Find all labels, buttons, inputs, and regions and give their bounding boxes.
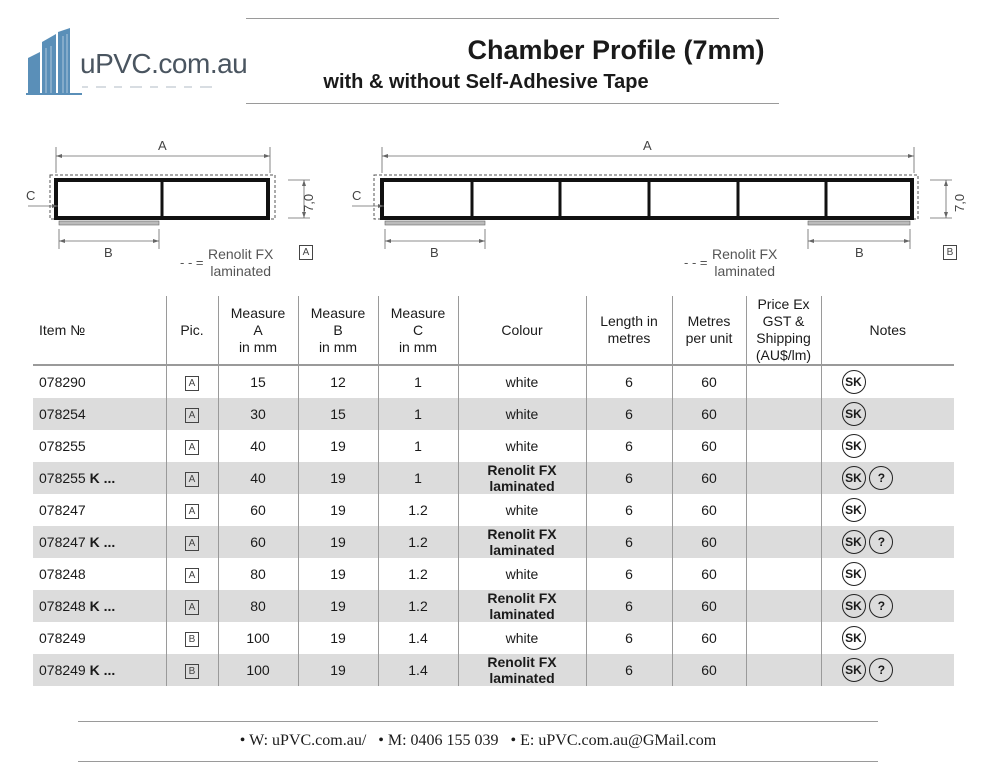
header-c-line3: in mm: [398, 338, 438, 355]
cell-metres: 60: [672, 654, 746, 686]
cell-metres: 60: [672, 462, 746, 494]
cell-pic: [166, 494, 218, 526]
question-icon[interactable]: ?: [869, 466, 893, 490]
table-row: [33, 526, 954, 558]
legend-renolit: [208, 246, 273, 280]
table-row: [33, 654, 954, 686]
header-price-line2: GST &: [762, 313, 805, 329]
sk-badge[interactable]: SK: [842, 402, 866, 426]
cell-price: [746, 590, 821, 622]
header-metres: [672, 296, 746, 365]
cell-colour: white: [458, 398, 586, 430]
header-met-line1: Metres: [687, 313, 731, 329]
cell-price: [746, 654, 821, 686]
cell-measure-b: 19: [298, 590, 378, 622]
item-suffix: K ...: [89, 470, 116, 486]
cell-measure-c: 1.2: [378, 526, 458, 558]
legend-line2: laminated: [210, 263, 272, 279]
cell-measure-a: 60: [218, 494, 298, 526]
cell-length: 6: [586, 590, 672, 622]
cell-notes: [821, 622, 954, 654]
question-icon[interactable]: ?: [869, 594, 893, 618]
legend-renolit-b: [712, 246, 777, 280]
sk-badge[interactable]: SK: [842, 562, 866, 586]
cell-colour: white: [458, 494, 586, 526]
item-number: 078254: [39, 406, 86, 422]
header-price-line3: Shipping: [756, 330, 811, 346]
cell-pic: [166, 462, 218, 494]
cell-metres: 60: [672, 365, 746, 398]
item-suffix: K ...: [89, 662, 116, 678]
sk-badge[interactable]: SK: [842, 370, 866, 394]
cell-item: [33, 430, 166, 462]
cell-notes: [821, 430, 954, 462]
logo-text: uPVC.com.au: [80, 48, 248, 79]
item-number: 078290: [39, 374, 86, 390]
cell-measure-b: 19: [298, 494, 378, 526]
colour-line1: Renolit FX: [487, 526, 557, 542]
cell-length: 6: [586, 398, 672, 430]
footer-email[interactable]: • E: uPVC.com.au@GMail.com: [510, 732, 717, 749]
cell-price: [746, 462, 821, 494]
logo-underline: [82, 82, 222, 94]
cell-measure-a: 40: [218, 430, 298, 462]
cell-measure-c: 1.4: [378, 654, 458, 686]
cell-measure-a: 60: [218, 526, 298, 558]
header-b-line3: in mm: [318, 338, 358, 355]
footer-contacts: [78, 732, 878, 750]
cell-notes: [821, 365, 954, 398]
dim-label-b: B: [104, 245, 113, 260]
table-row: [33, 398, 954, 430]
cell-measure-c: 1.4: [378, 622, 458, 654]
question-icon[interactable]: ?: [869, 530, 893, 554]
item-number: 078255: [39, 438, 86, 454]
cell-item: [33, 654, 166, 686]
cell-pic: [166, 654, 218, 686]
title-bottom-rule: [246, 103, 779, 104]
colour-line2: laminated: [489, 542, 555, 558]
header-met-line2: per unit: [685, 330, 733, 346]
header-c-line2: C: [412, 321, 424, 338]
cell-measure-c: 1.2: [378, 494, 458, 526]
cell-metres: 60: [672, 398, 746, 430]
header-price: [746, 296, 821, 365]
pic-tag: A: [185, 408, 199, 423]
item-number: 078255: [39, 470, 90, 486]
cell-price: [746, 526, 821, 558]
cell-metres: 60: [672, 622, 746, 654]
cell-length: 6: [586, 558, 672, 590]
cell-item: [33, 398, 166, 430]
footer-top-rule: [78, 721, 878, 722]
cell-length: 6: [586, 526, 672, 558]
cell-colour: white: [458, 622, 586, 654]
cell-metres: 60: [672, 430, 746, 462]
diagram-tag-b: B: [943, 245, 957, 260]
cell-measure-c: 1: [378, 398, 458, 430]
header-b-line2: B: [333, 321, 343, 338]
header-price-line1: Price Ex: [757, 296, 810, 312]
cell-item: [33, 590, 166, 622]
legend-line1-b: Renolit FX: [712, 246, 778, 262]
product-table: [33, 296, 954, 686]
table-row: [33, 494, 954, 526]
item-number: 078249: [39, 630, 86, 646]
cell-price: [746, 622, 821, 654]
cell-price: [746, 558, 821, 590]
cell-measure-b: 19: [298, 622, 378, 654]
item-number: 078247: [39, 534, 90, 550]
item-number: 078248: [39, 598, 90, 614]
cell-price: [746, 398, 821, 430]
cell-notes: [821, 558, 954, 590]
cell-colour: white: [458, 430, 586, 462]
colour-line2: laminated: [489, 670, 555, 686]
cell-notes: [821, 398, 954, 430]
cell-metres: 60: [672, 494, 746, 526]
cell-notes: [821, 462, 954, 494]
cell-length: 6: [586, 462, 672, 494]
header-a-line2: A: [253, 321, 263, 338]
table-row: [33, 590, 954, 622]
cell-metres: 60: [672, 526, 746, 558]
cell-measure-b: 15: [298, 398, 378, 430]
pic-tag: A: [185, 504, 199, 519]
sk-badge[interactable]: SK: [842, 626, 866, 650]
item-number: 078247: [39, 502, 86, 518]
page-title: Chamber Profile (7mm): [467, 35, 765, 65]
cell-measure-a: 80: [218, 558, 298, 590]
footer-web[interactable]: • W: uPVC.com.au/: [239, 732, 367, 749]
colour-line2: laminated: [489, 478, 555, 494]
cell-metres: 60: [672, 590, 746, 622]
cell-measure-b: 19: [298, 654, 378, 686]
diagram-tag-a: A: [299, 245, 313, 260]
dim-label-a: A: [158, 138, 167, 153]
cell-pic: [166, 558, 218, 590]
legend-eq-b: - - =: [684, 255, 708, 270]
logo-icon: [26, 28, 84, 96]
header-len-line1: Length in: [600, 313, 658, 329]
item-number: 078249: [39, 662, 90, 678]
page-subtitle: with & without Self-Adhesive Tape: [323, 71, 649, 93]
cell-measure-a: 100: [218, 654, 298, 686]
profile-diagram-b: [340, 135, 980, 285]
cell-item: [33, 558, 166, 590]
table-row: [33, 365, 954, 398]
cell-length: 6: [586, 654, 672, 686]
cell-pic: [166, 526, 218, 558]
cell-length: 6: [586, 365, 672, 398]
cell-measure-c: 1: [378, 430, 458, 462]
cell-measure-a: 80: [218, 590, 298, 622]
cell-pic: [166, 590, 218, 622]
cell-measure-c: 1: [378, 365, 458, 398]
colour-line1: Renolit FX: [487, 462, 557, 478]
cell-notes: [821, 654, 954, 686]
header-a-line1: Measure: [230, 304, 286, 321]
header-measure-a: [218, 296, 298, 365]
cell-item: [33, 526, 166, 558]
sk-badge[interactable]: SK: [842, 466, 866, 490]
sk-badge[interactable]: SK: [842, 658, 866, 682]
header-len-line2: metres: [607, 330, 651, 346]
header-price-line4: (AU$/lm): [755, 347, 812, 363]
legend-line1: Renolit FX: [208, 246, 274, 262]
cell-item: [33, 494, 166, 526]
question-icon[interactable]: ?: [869, 658, 893, 682]
pic-tag: B: [185, 632, 199, 647]
header-colour: Colour: [458, 296, 586, 365]
cell-measure-c: 1: [378, 462, 458, 494]
header-b-line1: Measure: [310, 304, 366, 321]
item-suffix: K ...: [89, 534, 116, 550]
cell-colour: [458, 654, 586, 686]
cell-item: [33, 622, 166, 654]
table-row: [33, 462, 954, 494]
legend-eq: - - =: [180, 255, 204, 270]
cell-measure-a: 40: [218, 462, 298, 494]
header-c-line1: Measure: [390, 304, 446, 321]
header-item: Item №: [39, 321, 86, 338]
header-notes: Notes: [821, 296, 954, 365]
pic-tag: A: [185, 440, 199, 455]
header-measure-c: [378, 296, 458, 365]
pic-tag: B: [185, 664, 199, 679]
cell-measure-b: 12: [298, 365, 378, 398]
sk-badge[interactable]: SK: [842, 594, 866, 618]
cell-metres: 60: [672, 558, 746, 590]
cell-measure-b: 19: [298, 462, 378, 494]
cell-item: [33, 365, 166, 398]
pic-tag: A: [185, 376, 199, 391]
dim-label-c: C: [26, 188, 36, 203]
cell-colour: [458, 526, 586, 558]
cell-measure-b: 19: [298, 430, 378, 462]
header-length: [586, 296, 672, 365]
cell-measure-a: 30: [218, 398, 298, 430]
cell-pic: [166, 622, 218, 654]
colour-line1: Renolit FX: [487, 590, 557, 606]
cell-notes: [821, 590, 954, 622]
footer-bottom-rule: [78, 761, 878, 762]
cell-notes: [821, 526, 954, 558]
cell-item: [33, 462, 166, 494]
table-row: [33, 430, 954, 462]
cell-length: 6: [586, 430, 672, 462]
cell-measure-a: 100: [218, 622, 298, 654]
dim-label-a-b: A: [643, 138, 652, 153]
item-suffix: K ...: [89, 598, 116, 614]
cell-price: [746, 430, 821, 462]
footer-mobile[interactable]: • M: 0406 155 039: [378, 732, 499, 749]
cell-measure-b: 19: [298, 558, 378, 590]
sk-badge[interactable]: SK: [842, 434, 866, 458]
cell-notes: [821, 494, 954, 526]
title-top-rule: [246, 18, 779, 19]
cell-colour: [458, 590, 586, 622]
table-header-row: [33, 296, 954, 365]
cell-pic: [166, 398, 218, 430]
item-number: 078248: [39, 566, 86, 582]
dim-label-b-right: B: [855, 245, 864, 260]
cell-pic: [166, 365, 218, 398]
cell-price: [746, 365, 821, 398]
cell-measure-c: 1.2: [378, 590, 458, 622]
cell-measure-b: 19: [298, 526, 378, 558]
colour-line1: Renolit FX: [487, 654, 557, 670]
cell-measure-a: 15: [218, 365, 298, 398]
colour-line2: laminated: [489, 606, 555, 622]
cell-length: 6: [586, 622, 672, 654]
cell-pic: [166, 430, 218, 462]
dim-label-b-left: B: [430, 245, 439, 260]
sk-badge[interactable]: SK: [842, 498, 866, 522]
legend-line2-b: laminated: [714, 263, 776, 279]
table-row: [33, 622, 954, 654]
pic-tag: A: [185, 600, 199, 615]
dim-label-c-b: C: [352, 188, 362, 203]
sk-badge[interactable]: SK: [842, 530, 866, 554]
pic-tag: A: [185, 536, 199, 551]
header-measure-b: [298, 296, 378, 365]
dim-label-height: 7,0: [301, 193, 316, 212]
cell-measure-c: 1.2: [378, 558, 458, 590]
cell-colour: white: [458, 365, 586, 398]
header-pic: Pic.: [166, 296, 218, 365]
table-row: [33, 558, 954, 590]
pic-tag: A: [185, 568, 199, 583]
dim-label-height-b: 7,0: [952, 193, 967, 212]
cell-colour: [458, 462, 586, 494]
pic-tag: A: [185, 472, 199, 487]
cell-price: [746, 494, 821, 526]
cell-length: 6: [586, 494, 672, 526]
header-a-line3: in mm: [238, 338, 278, 355]
cell-colour: white: [458, 558, 586, 590]
